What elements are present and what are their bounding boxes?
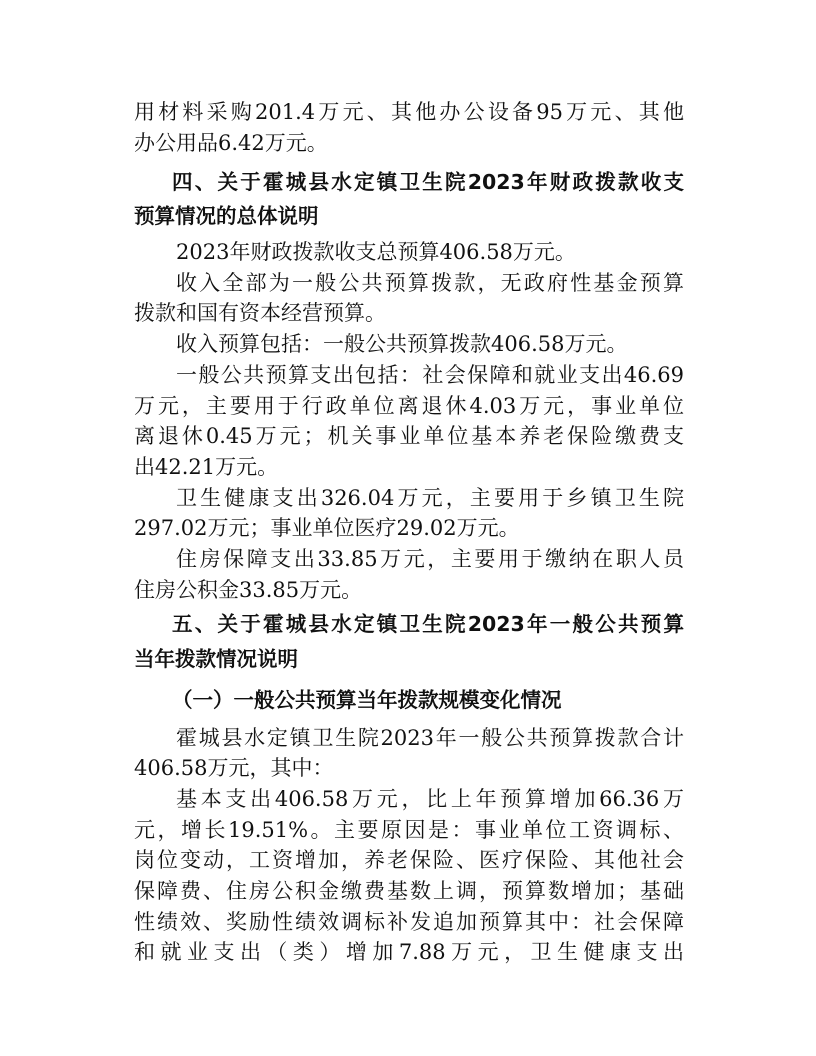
section-heading-4: 四、关于霍城县水定镇卫生院2023年财政拨款收支	[172, 170, 684, 194]
paragraph-line: 卫生健康支出326.04万元，主要用于乡镇卫生院	[176, 486, 684, 510]
paragraph-line: 297.02万元；事业单位医疗29.02万元。	[134, 516, 520, 540]
paragraph-line: 一般公共预算支出包括：社会保障和就业支出46.69	[176, 363, 684, 387]
paragraph-line: 基本支出406.58万元，比上年预算增加66.36万	[176, 787, 684, 811]
paragraph-line: 2023年财政拨款收支总预算406.58万元。	[176, 240, 576, 264]
paragraph-line: 离退休0.45万元；机关事业单位基本养老保险缴费支	[134, 424, 684, 448]
paragraph-line: 元，增长19.51%。主要原因是：事业单位工资调标、	[134, 818, 684, 842]
paragraph-line: 保障费、住房公积金缴费基数上调，预算数增加；基础	[134, 879, 684, 903]
paragraph-line: 性绩效、奖励性绩效调标补发追加预算其中：社会保障	[134, 910, 684, 934]
paragraph-line: 拨款和国有资本经营预算。	[134, 301, 386, 325]
paragraph-line: 办公用品6.42万元。	[134, 131, 328, 155]
section-heading-4-cont: 预算情况的总体说明	[134, 204, 319, 228]
subsection-heading-1: （一）一般公共预算当年拨款规模变化情况	[172, 688, 562, 712]
section-heading-5: 五、关于霍城县水定镇卫生院2023年一般公共预算	[172, 612, 684, 636]
section-heading-5-cont: 当年拨款情况说明	[134, 647, 298, 671]
paragraph-line: 岗位变动，工资增加，养老保险、医疗保险、其他社会	[134, 848, 684, 872]
paragraph-line: 用材料采购201.4万元、其他办公设备95万元、其他	[134, 100, 684, 124]
paragraph-line: 霍城县水定镇卫生院2023年一般公共预算拨款合计	[176, 726, 684, 750]
paragraph-line: 住房公积金33.85万元。	[134, 578, 363, 602]
paragraph-line: 收入全部为一般公共预算拨款，无政府性基金预算	[176, 271, 684, 295]
paragraph-line: 406.58万元，其中：	[134, 756, 334, 780]
paragraph-line: 收入预算包括：一般公共预算拨款406.58万元。	[176, 332, 628, 356]
paragraph-line: 出42.21万元。	[134, 455, 279, 479]
paragraph-line: 万元，主要用于行政单位离退休4.03万元，事业单位	[134, 394, 684, 418]
paragraph-line: 住房保障支出33.85万元，主要用于缴纳在职人员	[176, 547, 684, 571]
paragraph-line: 和就业支出（类）增加7.88万元，卫生健康支出	[134, 940, 684, 964]
